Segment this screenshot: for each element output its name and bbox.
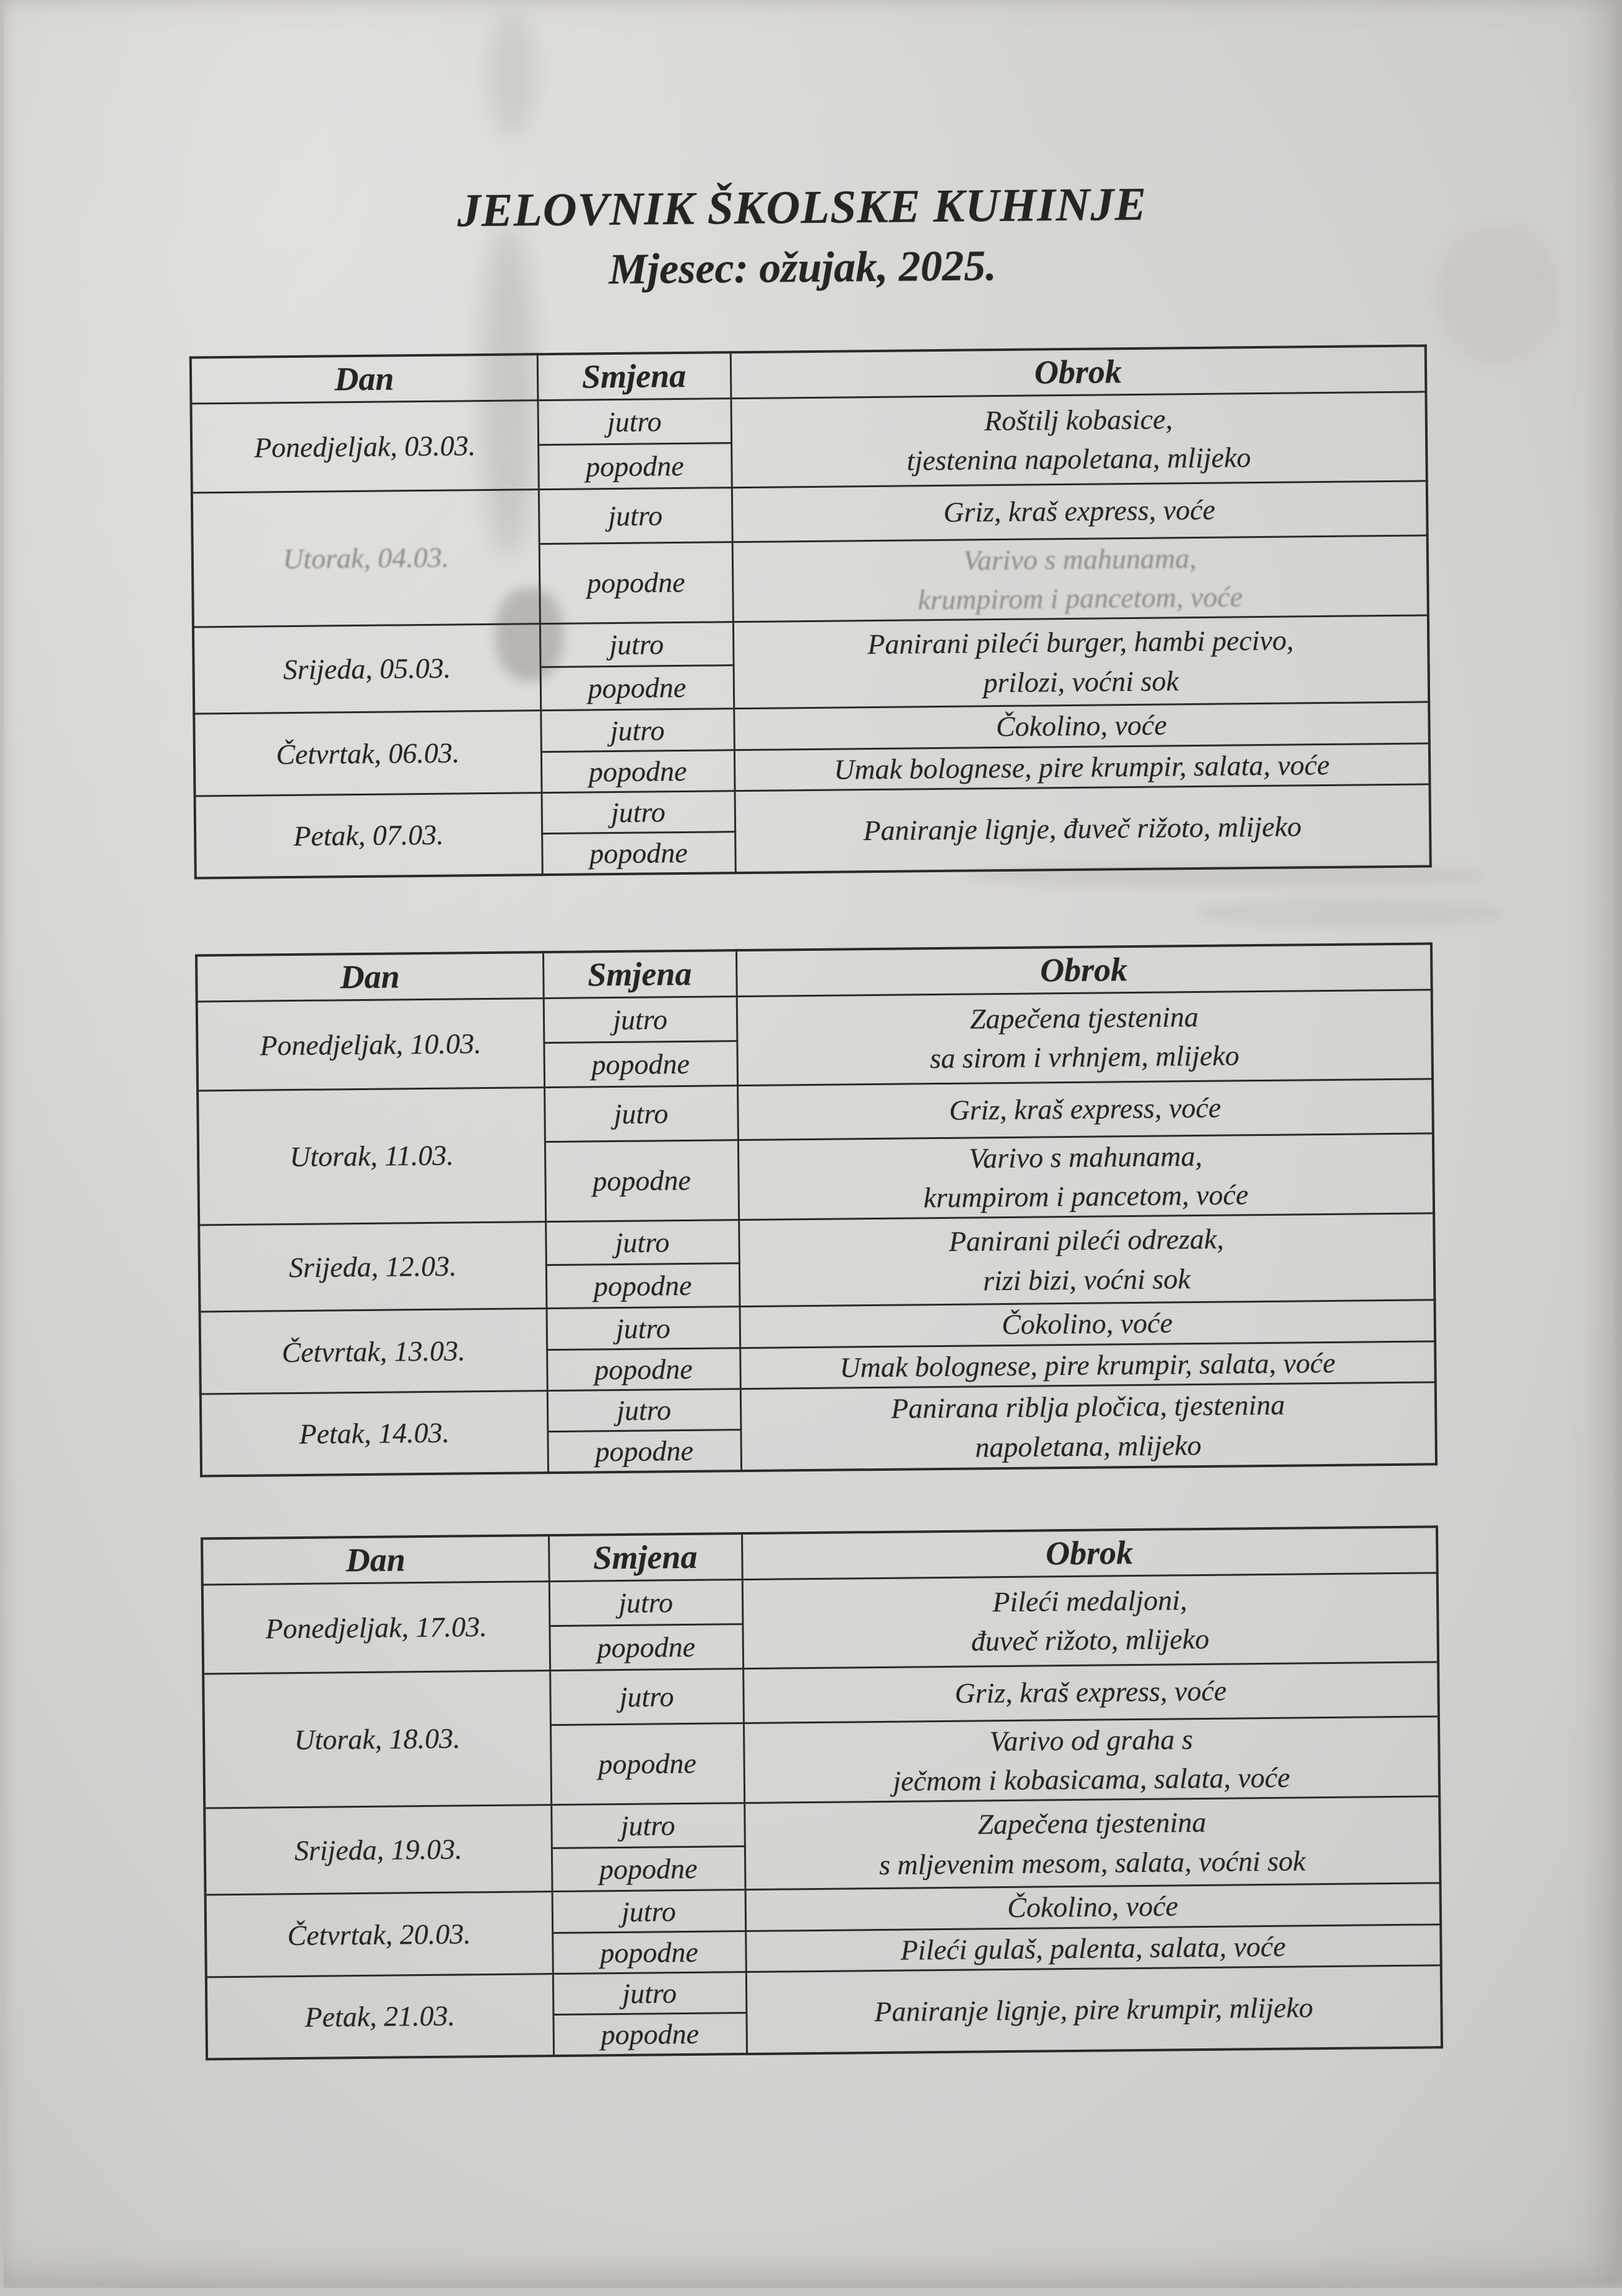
col-header-smjena: Smjena (543, 950, 737, 998)
meal-cell: Griz, kraš express, voće (737, 1078, 1433, 1140)
meal-cell: Umak bolognese, pire krumpir, salata, voće (734, 743, 1430, 791)
day-cell: Srijeda, 12.03. (199, 1222, 546, 1312)
paper-edge-right (1612, 0, 1622, 2288)
day-cell: Utorak, 18.03. (203, 1670, 551, 1808)
shift-cell: jutro (542, 791, 735, 834)
meal-cell: Varivo s mahunama, krumpirom i pancetom, voće (738, 1133, 1434, 1220)
shift-cell: jutro (552, 1890, 746, 1933)
col-header-smjena: Smjena (537, 352, 731, 400)
col-header-obrok: Obrok (731, 345, 1426, 398)
shift-cell: jutro (551, 1803, 745, 1848)
day-cell: Srijeda, 05.03. (193, 624, 540, 714)
shift-cell: popodne (550, 1723, 744, 1805)
meal-cell: Varivo od graha s ječmom i kobasicama, salata, voće (744, 1716, 1439, 1803)
meal-cell: Griz, kraš express, voće (732, 480, 1428, 542)
shift-cell: popodne (552, 1847, 745, 1892)
col-header-dan: Dan (202, 1535, 549, 1584)
day-cell: Ponedjeljak, 03.03. (191, 400, 538, 492)
page-title: JELOVNIK ŠKOLSKE KUHINJE (457, 178, 1147, 237)
shift-cell: popodne (539, 542, 733, 624)
col-header-obrok: Obrok (736, 943, 1432, 996)
document-header (0, 173, 1614, 300)
shift-cell: jutro (544, 1085, 738, 1142)
menu-table-week1 (189, 344, 1432, 879)
meal-cell: Umak bolognese, pire krumpir, salata, voće (740, 1341, 1436, 1389)
col-header-obrok: Obrok (742, 1527, 1438, 1579)
shift-cell: jutro (545, 1220, 739, 1265)
shift-cell: popodne (538, 443, 732, 489)
meal-cell: Roštilj kobasice, tjestenina napoletana, mlijeko (731, 391, 1426, 487)
meal-cell: Griz, kraš express, voće (743, 1661, 1439, 1723)
day-cell: Ponedjeljak, 17.03. (202, 1581, 550, 1673)
day-cell: Četvrtak, 20.03. (206, 1892, 553, 1977)
shift-cell: jutro (550, 1668, 744, 1725)
faded-day-text: Utorak, 04.03. (282, 542, 449, 575)
day-cell: Petak, 14.03. (201, 1391, 548, 1476)
meal-cell: Čokolino, voće (745, 1883, 1441, 1931)
shift-cell: popodne (541, 750, 735, 793)
day-cell: Srijeda, 19.03. (204, 1805, 552, 1895)
day-cell: Ponedjeljak, 10.03. (197, 998, 544, 1090)
day-cell: Četvrtak, 06.03. (194, 711, 541, 796)
col-header-smjena: Smjena (549, 1533, 742, 1581)
meal-cell: Zapečena tjestenina sa sirom i vrhnjem, mlijeko (737, 989, 1433, 1085)
col-header-dan: Dan (196, 952, 544, 1001)
day-cell: Četvrtak, 13.03. (200, 1309, 547, 1394)
shift-cell: jutro (537, 398, 731, 444)
shift-cell: jutro (547, 1389, 741, 1432)
shift-cell: jutro (540, 709, 734, 752)
meal-cell: Panirani pileći odrezak, rizi bizi, voćni sok (739, 1213, 1434, 1307)
menu-table-week3 (201, 1525, 1443, 2060)
meal-cell: Paniranje lignje, pire krumpir, mlijeko (746, 1965, 1442, 2054)
day-cell: Utorak, 11.03. (197, 1087, 545, 1225)
shift-cell: popodne (542, 832, 735, 875)
shift-cell: jutro (539, 487, 732, 544)
shift-cell: jutro (544, 996, 737, 1042)
meal-cell: Čokolino, voće (740, 1300, 1436, 1348)
shift-cell: jutro (547, 1307, 740, 1349)
shift-cell: popodne (553, 2013, 747, 2056)
shift-cell: jutro (553, 1972, 747, 2015)
meal-cell: Pileći medaljoni, đuveč rižoto, mlijeko (742, 1572, 1438, 1668)
shift-cell: popodne (547, 1348, 740, 1391)
shift-cell: jutro (540, 622, 734, 667)
menu-table-week2 (195, 942, 1438, 1477)
shift-cell: popodne (544, 1041, 737, 1087)
faded-meal-text: Varivo s mahunama, krumpirom i pancetom, voće (917, 542, 1243, 616)
paper-edge-left (0, 0, 4, 2288)
page-subtitle: Mjesec: ožujak, 2025. (609, 242, 997, 294)
meal-cell: Čokolino, voće (734, 702, 1429, 750)
meal-cell: Panirani pileći burger, hambi pecivo, prilozi, voćni sok (733, 615, 1429, 709)
day-cell: Petak, 07.03. (195, 793, 542, 878)
shift-cell: popodne (547, 1430, 741, 1473)
meal-cell: Paniranje lignje, đuveč rižoto, mlijeko (735, 784, 1431, 873)
shift-cell: popodne (549, 1624, 743, 1670)
meal-cell (732, 535, 1428, 622)
day-cell (192, 489, 540, 627)
meal-cell: Zapečena tjestenina s mljevenim mesom, salata, voćni sok (744, 1796, 1440, 1890)
meal-cell: Pileći gulaš, palenta, salata, voće (745, 1925, 1441, 1972)
col-header-dan: Dan (191, 354, 538, 403)
shift-cell: popodne (540, 665, 734, 711)
day-cell: Petak, 21.03. (206, 1974, 553, 2059)
shift-cell: jutro (549, 1579, 743, 1626)
paper-edge-bottom (0, 2281, 1622, 2288)
shift-cell: popodne (552, 1931, 746, 1973)
meal-cell: Panirana riblja pločica, tjestenina napoletana, mlijeko (740, 1382, 1436, 1471)
shift-cell: popodne (545, 1140, 739, 1222)
shift-cell: popodne (546, 1263, 740, 1309)
